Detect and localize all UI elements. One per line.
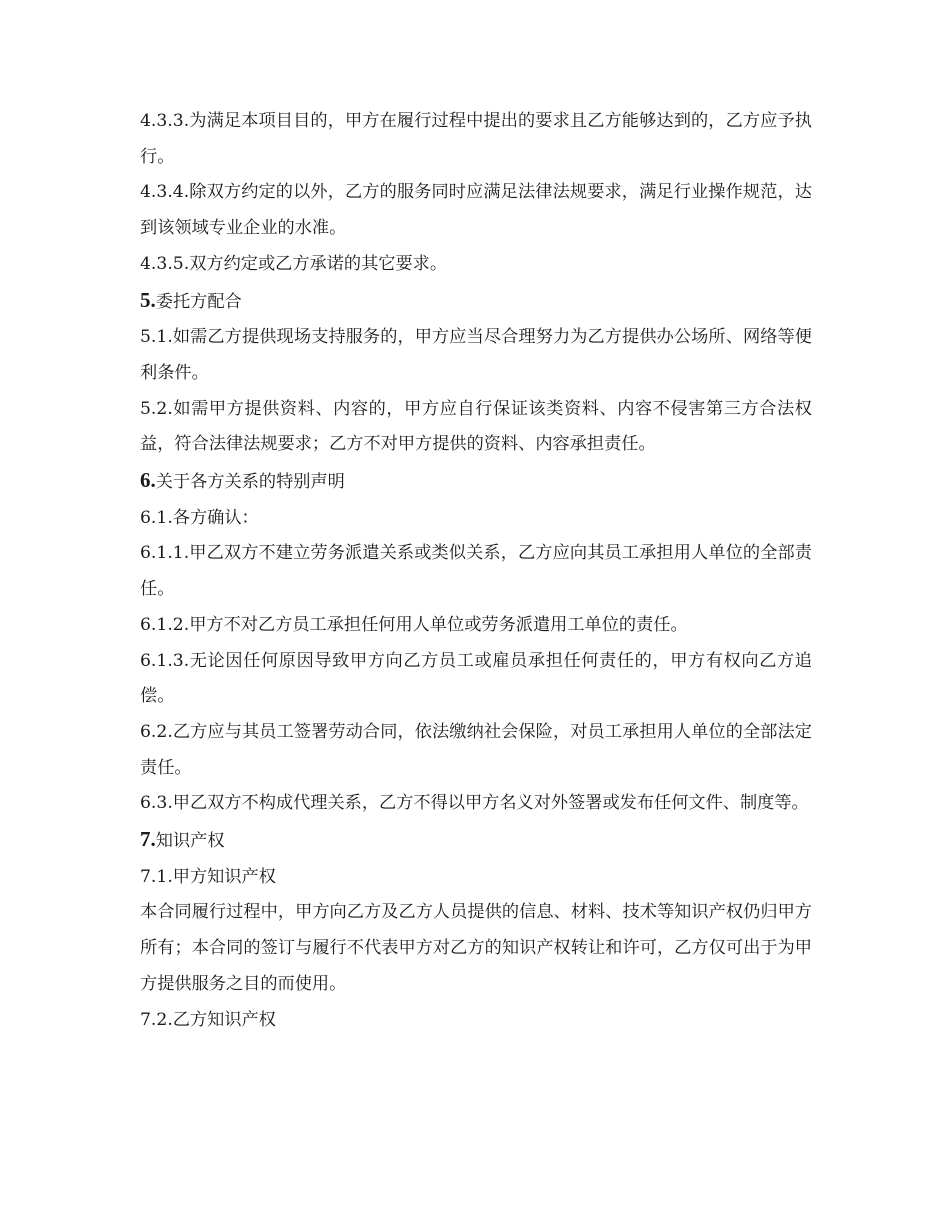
clause-6-2: 6.2.乙方应与其员工签署劳动合同，依法缴纳社会保险，对员工承担用人单位的全部法定责任。	[140, 721, 812, 778]
section-6-heading	[140, 463, 812, 501]
section-number: 6.	[140, 468, 156, 493]
section-7-heading	[140, 822, 812, 860]
section-number: 5.	[140, 287, 156, 312]
section-title: 委托方配合	[155, 291, 242, 312]
clause-5-2: 5.2.如需甲方提供资料、内容的，甲方应自行保证该类资料、内容不侵害第三方合法权益，符合法律法规要求；乙方不对甲方提供的资料、内容承担责任。	[140, 398, 812, 455]
section-number: 7.	[140, 827, 156, 852]
clause-7-1-body: 本合同履行过程中，甲方向乙方及乙方人员提供的信息、材料、技术等知识产权仍归甲方所有；本合同的签订与履行不代表甲方对乙方的知识产权转让和许可，乙方仅可出于为甲方提供服务之目的而使用。	[140, 902, 812, 994]
clause-4-3-5: 4.3.5.双方约定或乙方承诺的其它要求。	[140, 253, 448, 274]
clause-4-3-3: 4.3.3.为满足本项目目的，甲方在履行过程中提出的要求且乙方能够达到的，乙方应予执行。	[140, 111, 812, 167]
clause-7-2: 7.2.乙方知识产权	[140, 1009, 276, 1030]
section-5-heading	[140, 283, 812, 321]
clause-6-3: 6.3.甲乙双方不构成代理关系，乙方不得以甲方名义对外签署或发布任何文件、制度等。	[140, 793, 809, 814]
section-title: 关于各方关系的特别声明	[155, 472, 345, 493]
clause-6-1-3: 6.1.3.无论因任何原因导致甲方向乙方员工或雇员承担任何责任的，甲方有权向乙方追偿。	[140, 650, 812, 707]
clause-6-1-1: 6.1.1.甲乙双方不建立劳务派遣关系或类似关系，乙方应向其员工承担用人单位的全部责任。	[140, 543, 812, 600]
clause-5-1: 5.1.如需乙方提供现场支持服务的，甲方应当尽合理努力为乙方提供办公场所、网络等便利条件。	[140, 327, 812, 383]
clause-7-1: 7.1.甲方知识产权	[140, 866, 276, 887]
clause-6-1: 6.1.各方确认：	[140, 507, 259, 528]
clause-6-1-2: 6.1.2.甲方不对乙方员工承担任何用人单位或劳务派遣用工单位的责任。	[140, 614, 688, 635]
document-body	[140, 104, 812, 1038]
clause-4-3-4: 4.3.4.除双方约定的以外，乙方的服务同时应满足法律法规要求，满足行业操作规范，达到该领域专业企业的水准。	[140, 182, 812, 239]
section-title: 知识产权	[155, 831, 225, 852]
